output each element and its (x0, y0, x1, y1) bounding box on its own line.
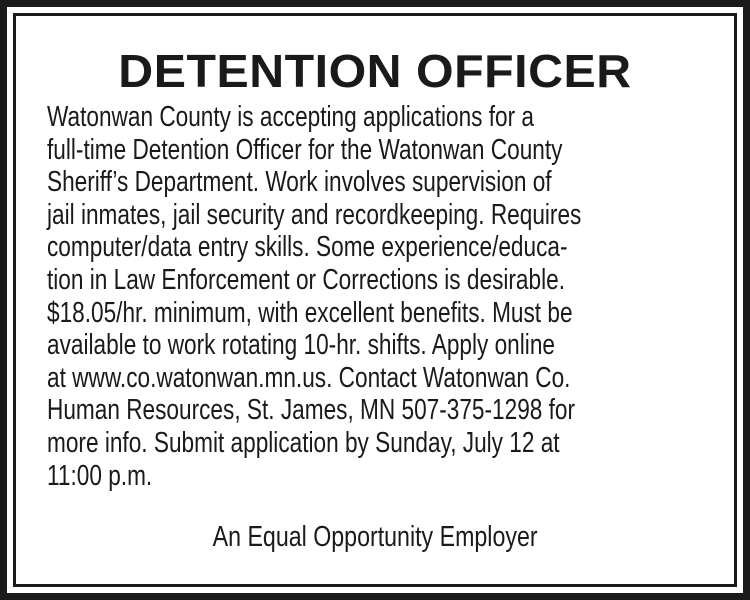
ad-body-line: $18.05/hr. minimum, with excellent benefits. Must be (47, 296, 573, 329)
ad-body-line: available to work rotating 10-hr. shifts. Apply online (47, 329, 555, 362)
ad-body-line: more info. Submit application by Sunday, July 12 at (47, 426, 560, 459)
ad-body-line: at www.co.watonwan.mn.us. Contact Watonwan Co. (47, 361, 571, 394)
ad-footer (0, 520, 750, 554)
ad-body-line: full-time Detention Officer for the Watonwan County (47, 133, 563, 166)
ad-body-line: Sheriff’s Department. Work involves supervision of (47, 166, 552, 199)
ad-body-line: 11:00 p.m. (47, 459, 153, 492)
equal-opportunity-text: An Equal Opportunity Employer (212, 521, 538, 553)
ad-title: DETENTION OFFICER (118, 45, 632, 97)
ad-body-line: computer/data entry skills. Some experience/educa- (47, 231, 568, 264)
ad-body-line: Watonwan County is accepting applications for a (47, 101, 535, 133)
ad-body-line: tion in Law Enforcement or Corrections is desirable. (47, 263, 565, 296)
ad-body (47, 101, 732, 492)
ad-body-line: Human Resources, St. James, MN 507-375-1298 for (47, 394, 576, 427)
ad-body-line: jail inmates, jail security and recordkeeping. Requires (47, 198, 582, 231)
